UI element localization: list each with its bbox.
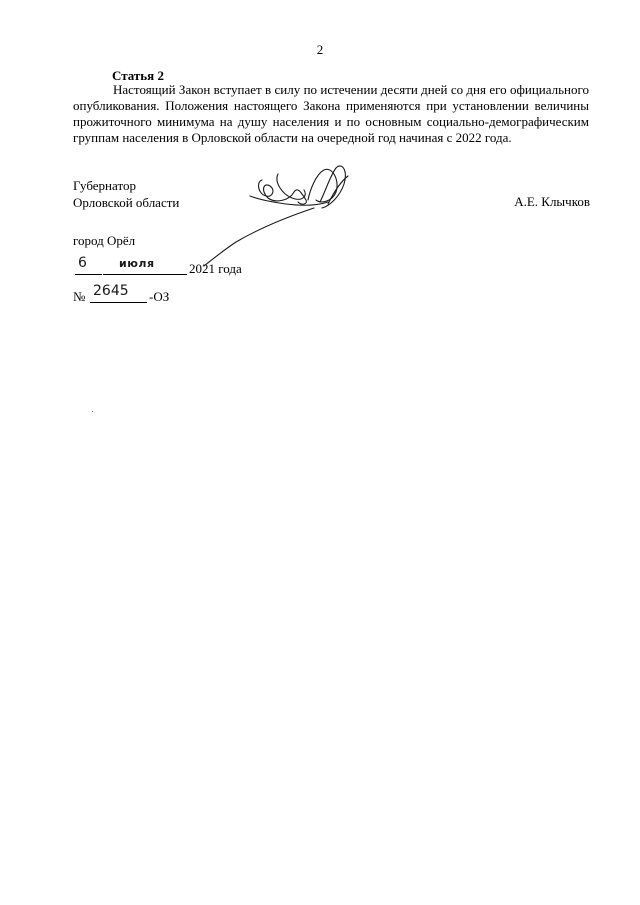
signatory-title-line-2: Орловской области [73, 195, 180, 210]
article-body [73, 82, 589, 146]
date-day: 6 [78, 255, 87, 271]
law-number-suffix: -ОЗ [149, 289, 170, 304]
signatory-title [73, 177, 179, 211]
scan-artifact [92, 411, 93, 412]
date-year: 2021 года [189, 261, 242, 276]
article-heading: Статья 2 [112, 68, 164, 83]
article-paragraph: Настоящий Закон вступает в силу по истечении десяти дней со дня его официального опубликования. Положения настоящего Закона применяются при установлении величины прожиточного минимума на душу населения и по основным социально-демографическим группам населения в Орловской области на очередной год начиная с 2022 года. [73, 82, 589, 145]
law-number [73, 283, 313, 305]
date-month: июля [119, 257, 155, 270]
signatory-name: А.Е. Клычков [514, 194, 590, 209]
signing-city: город Орёл [73, 233, 136, 248]
law-number-value: 2645 [93, 283, 129, 299]
signatory-title-line-1: Губернатор [73, 178, 136, 193]
handwritten-signature [190, 160, 360, 270]
signing-date [73, 255, 313, 277]
law-number-prefix: № [73, 289, 86, 304]
page-number: 2 [316, 42, 324, 57]
